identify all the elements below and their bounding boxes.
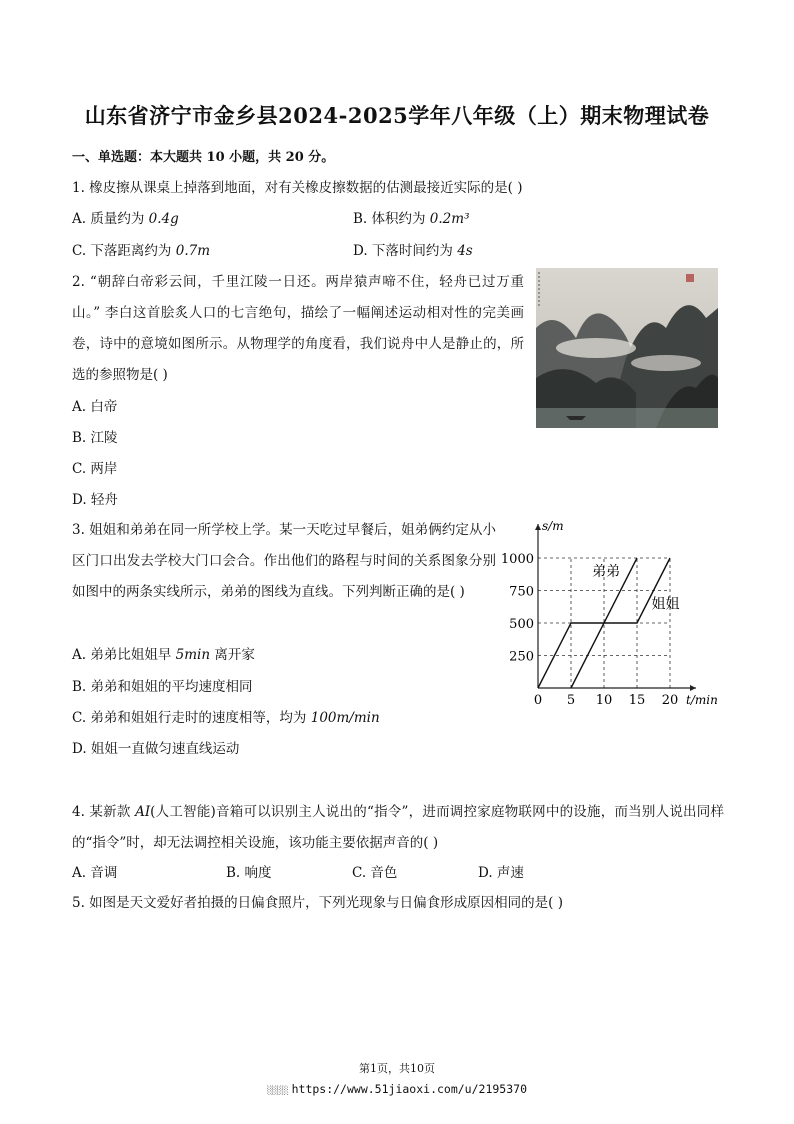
y-tick-label-250: 250	[509, 649, 534, 665]
question-3-option-b: B. 弟弟和姐姐的平均速度相同	[72, 679, 253, 695]
question-1-option-c: C. 下落距离约为 0.7m	[72, 243, 211, 259]
footer-url-line	[0, 1082, 794, 1096]
distance-time-chart	[496, 512, 728, 708]
question-1-option-a: A. 质量约为 0.4g	[72, 211, 179, 227]
x-tick-label-0: 0	[533, 693, 543, 708]
question-3-option-d: D. 姐姐一直做匀速直线运动	[72, 741, 240, 757]
y-axis-arrow	[535, 524, 541, 530]
y-axis-label: s/m	[542, 519, 564, 533]
question-3-stem: 3. 姐姐和弟弟在同一所学校上学。某一天吃过早餐后，姐弟俩约定从小区门口出发去学校大门口会合。作出他们的路程与时间的关系图象分别如图中的两条实线所示，弟弟的图线为直线。下列判断正确的是( )	[72, 522, 496, 600]
question-3-option-c: C. 弟弟和姐姐行走时的速度相等，均为 100m/min	[72, 710, 380, 726]
question-2-stem: 2. “朝辞白帝彩云间，千里江陵一日还。两岸猿声啼不住，轻舟已过万重山。” 李白这首脍炙人口的七言绝句，描绘了一幅阐述运动相对性的完美画卷，诗中的意境如图所示。从物理学的角度看，我们说舟中人是静止的，所选的参照物是( )	[72, 274, 524, 383]
footer-url[interactable]: https://www.51jiaoxi.com/u/2195370	[291, 1082, 527, 1096]
question-2-option-b: B. 江陵	[72, 430, 118, 446]
x-tick-label-20: 20	[661, 693, 679, 708]
question-4-option-d: D. 声速	[478, 865, 524, 881]
question-3-option-a: A. 弟弟比姐姐早 5min 离开家	[72, 647, 255, 663]
page-number: 第1页，共10页	[359, 1062, 435, 1075]
question-1-option-b: B. 体积约为 0.2m³	[353, 211, 470, 227]
question-4-option-b: B. 响度	[226, 865, 272, 881]
question-2-option-d: D. 轻舟	[72, 492, 118, 508]
series-label-0: 弟弟	[592, 564, 621, 581]
page-title: 山东省济宁市金乡县2024-2025学年八年级（上）期末物理试卷	[84, 103, 710, 128]
y-tick-label-1000: 1000	[500, 552, 534, 567]
question-2-option-a: A. 白帝	[72, 399, 118, 415]
x-axis-label: t/min	[686, 693, 718, 707]
x-axis-arrow	[690, 685, 696, 691]
footer-stamp: ░░░░	[266, 1086, 288, 1095]
question-4-stem: 4. 某新款 AI(人工智能)音箱可以识别主人说出的“指令”，进而调控家庭物联网中的设施，而当别人说出同样的“指令”时，却无法调控相关设施，该功能主要依据声音的( )	[72, 804, 724, 851]
question-4-option-a: A. 音调	[72, 865, 118, 881]
question-5-stem: 5. 如图是天文爱好者拍摄的日偏食照片，下列光现象与日偏食形成原因相同的是( )	[72, 895, 563, 911]
x-tick-label-15: 15	[628, 693, 646, 708]
y-tick-label-750: 750	[509, 584, 534, 600]
section-heading: 一、单选题：本大题共 10 小题，共 20 分。	[72, 150, 335, 165]
x-tick-label-5: 5	[566, 693, 576, 708]
question-4-option-c: C. 音色	[352, 865, 398, 881]
y-tick-label-500: 500	[509, 617, 534, 632]
series-label-1: 姐姐	[651, 596, 680, 613]
question-1-stem: 1. 橡皮擦从课桌上掉落到地面，对有关橡皮擦数据的估测最接近实际的是( )	[72, 180, 523, 196]
landscape-painting-image	[536, 268, 718, 428]
x-tick-label-10: 10	[595, 693, 613, 708]
question-1-option-d: D. 下落时间约为 4s	[353, 243, 473, 259]
question-2-option-c: C. 两岸	[72, 461, 118, 477]
